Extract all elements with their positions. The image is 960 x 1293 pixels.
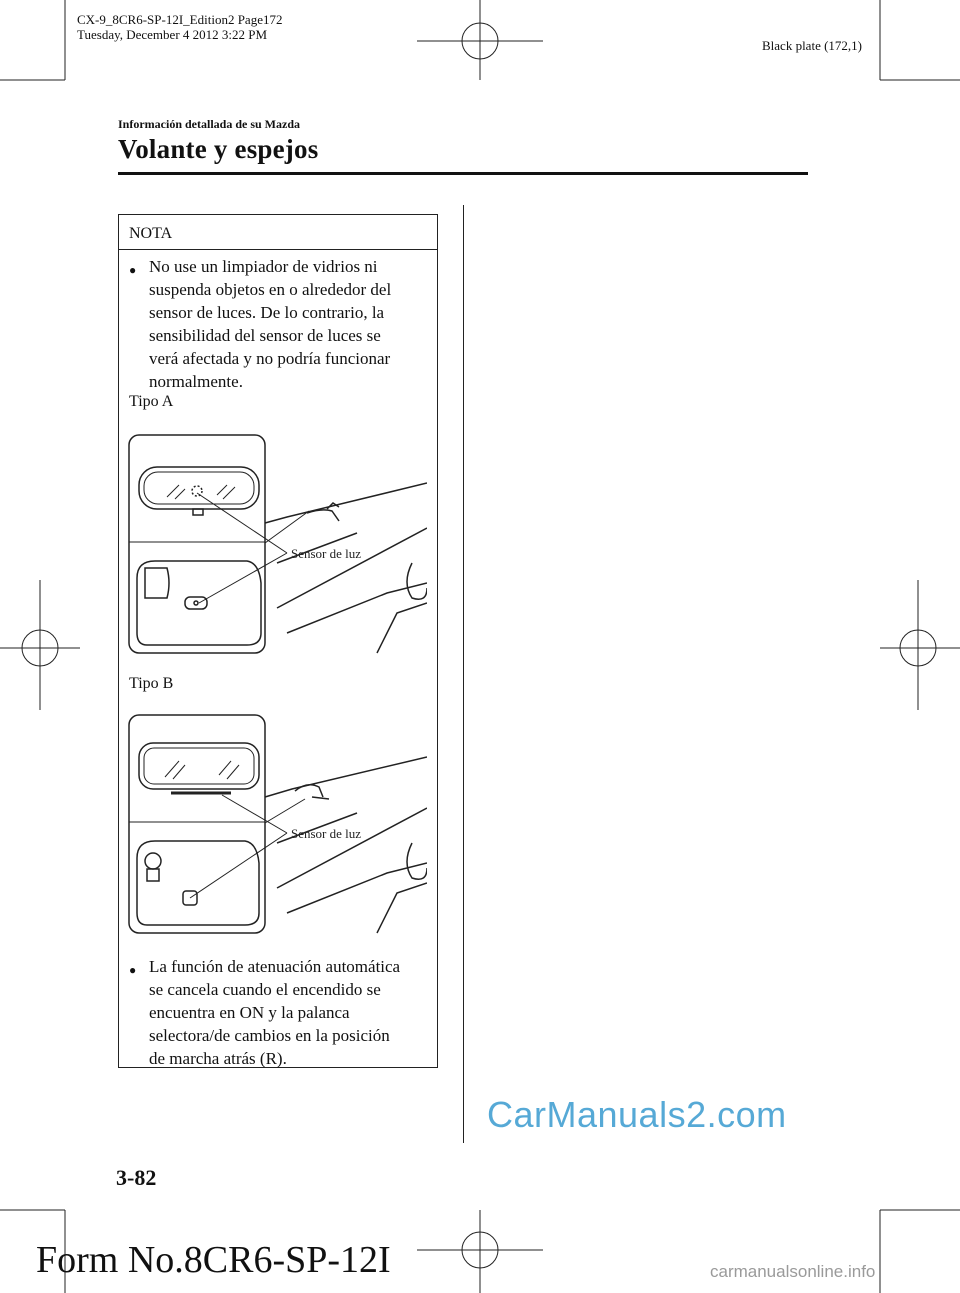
bullet1-text (149, 255, 391, 393)
print-header-line2: Tuesday, December 4 2012 3:22 PM (77, 27, 268, 42)
print-plate-label: Black plate (172,1) (762, 38, 862, 53)
figure-a-caption: Tipo A (129, 393, 174, 410)
column-divider (463, 205, 464, 1143)
text-line: se cancela cuando el encendido se (149, 980, 381, 999)
section-label: Información detallada de su Mazda (118, 117, 301, 131)
watermark-logo: CarManuals2.com (487, 1094, 787, 1135)
text-line: suspenda objetos en o alrededor del (149, 280, 392, 299)
watermark-site: carmanualsonline.info (710, 1262, 876, 1281)
text-line: sensor de luces. De lo contrario, la (149, 303, 385, 322)
figure-b-callout: Sensor de luz (291, 826, 362, 841)
text-line: de marcha atrás (R). (149, 1049, 287, 1068)
bullet-icon: ● (129, 963, 137, 977)
page-number: 3-82 (116, 1165, 157, 1190)
text-line: verá afectada y no podría funcionar (149, 349, 391, 368)
bullet-icon: ● (129, 263, 137, 277)
text-line: No use un limpiador de vidrios ni (149, 257, 378, 276)
figure-a-illustration (127, 433, 427, 659)
text-line: selectora/de cambios en la posición (149, 1026, 390, 1045)
figure-b-illustration (127, 713, 427, 939)
form-number: Form No.8CR6-SP-12I (36, 1239, 391, 1281)
note-box (118, 214, 438, 1068)
text-line: sensibilidad del sensor de luces se (149, 326, 381, 345)
note-heading: NOTA (129, 225, 173, 242)
bullet2-text (149, 955, 400, 1070)
title-rule (118, 172, 808, 175)
figure-b-caption: Tipo B (129, 675, 174, 692)
note-header (119, 215, 437, 250)
print-header-line1: CX-9_8CR6-SP-12I_Edition2 Page172 (77, 12, 283, 27)
page-title: Volante y espejos (118, 134, 319, 164)
text-line: La función de atenuación automática (149, 957, 401, 976)
text-line: normalmente. (149, 372, 243, 391)
text-line: encuentra en ON y la palanca (149, 1003, 350, 1022)
figure-a-callout: Sensor de luz (291, 546, 362, 561)
